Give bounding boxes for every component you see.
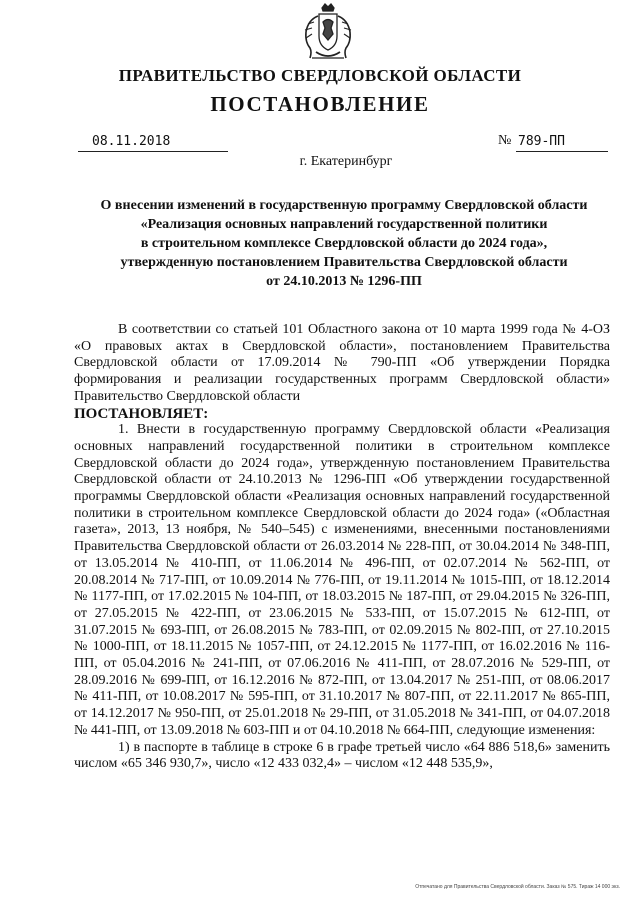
city: г. Екатеринбург (299, 154, 393, 169)
document-body (74, 322, 610, 773)
title-line: в строительном комплексе Свердловской области до 2024 года», (140, 236, 548, 251)
title-line: «Реализация основных направлений государственной политики (140, 217, 548, 232)
title-line: утвержденную постановлением Правительства Свердловской области (120, 255, 568, 270)
decree-heading: ПОСТАНОВЛЯЕТ: (74, 405, 209, 422)
item-1-paragraph: 1. Внести в государственную программу Свердловской области «Реализация основных направлений государственной политики в строительном комплексе Свердловской области до 2024 года», утвержденную постановлением Правительства Свердловской области от 24.10.2013 № 1296-ПП «Об утверждении государственной программы Свердловской области «Реализация основных направлений государственной политики в строительном комплексе Свердловской области до 2024 года» («Областная газета», 2013, 13 ноября, № 540–545) с изменениями, внесенными постановлениями Правительства Свердловской области от 26.03.2014 № 228-ПП, от 30.04.2014 № 348-ПП, от 13.05.2014 № 410-ПП, от 11.06.2014 № 496-ПП, от 02.07.2014 № 562-ПП, от 20.08.2014 № 717-ПП, от 10.09.2014 № 776-ПП, от 19.11.2014 № 1015-ПП, от 18.12.2014 № 1177-ПП, от 17.02.2015 № 104-ПП, от 18.03.2015 № 187-ПП, от 29.04.2015 № 326-ПП, от 27.05.2015 № 422-ПП, от 23.06.2015 № 533-ПП, от 15.07.2015 № 612-ПП, от 31.07.2015 № 693-ПП, от 26.08.2015 № 783-ПП, от 02.09.2015 № 802-ПП, от 27.10.2015 № 1000-ПП, от 18.11.2015 № 1057-ПП, от 24.12.2015 № 1177-ПП, от 16.02.2016 № 116-ПП, от 05.04.2016 № 241-ПП, от 07.06.2016 № 411-ПП, от 28.07.2016 № 529-ПП, от 28.09.2016 № 699-ПП, от 16.12.2016 № 872-ПП, от 13.04.2017 № 251-ПП, от 08.06.2017 № 411-ПП, от 10.08.2017 № 595-ПП, от 31.10.2017 № 807-ПП, от 22.11.2017 № 865-ПП, от 14.12.2017 № 950-ПП, от 25.01.2018 № 29-ПП, от 31.05.2018 № 341-ПП, от 04.07.2018 № 441-ПП, от 13.09.2018 № 603-ПП и от 04.10.2018 № 664-ПП, следующие изменения: (74, 422, 610, 738)
document-title (74, 196, 614, 291)
government-name: ПРАВИТЕЛЬСТВО СВЕРДЛОВСКОЙ ОБЛАСТИ (118, 66, 522, 85)
coat-of-arms-emblem (296, 2, 360, 66)
title-line: О внесении изменений в государственную программу Свердловской области (100, 198, 588, 213)
number-underline (516, 151, 608, 152)
document-type: ПОСТАНОВЛЕНИЕ (210, 92, 430, 116)
preamble-paragraph: В соответствии со статьей 101 Областного закона от 10 марта 1999 года № 4-ОЗ «О правовых актах в Свердловской области», постановлением Правительства Свердловской области от 17.09.2014 № 790-ПП «Об утверждении Порядка формирования и реализации государственных программ Свердловской области» Правительство Свердловской области (74, 322, 610, 404)
print-footer: Отпечатано для Правительства Свердловской области. Заказ № 575. Тираж 14 000 экз. (415, 884, 620, 890)
date-underline (78, 151, 228, 152)
number-label: № (498, 133, 512, 148)
title-line: от 24.10.2013 № 1296-ПП (266, 274, 422, 289)
document-date: 08.11.2018 (92, 134, 171, 149)
document-number: 789-ПП (518, 134, 565, 149)
item-1-1-paragraph: 1) в паспорте в таблице в строке 6 в графе третьей число «64 886 518,6» заменить числом «65 346 930,7», число «12 433 032,4» – числом «12 448 535,9», (74, 739, 610, 772)
